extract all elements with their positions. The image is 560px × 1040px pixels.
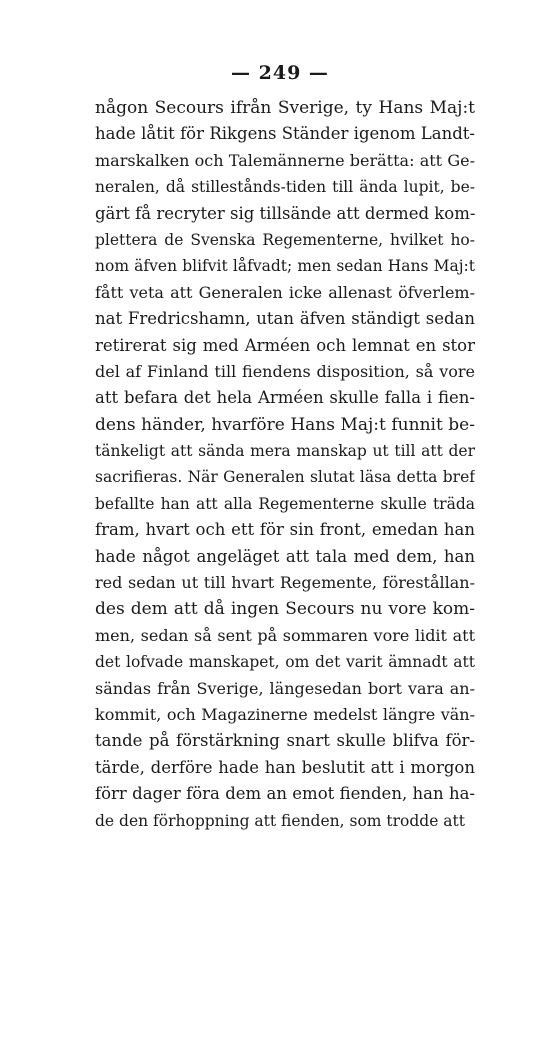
text-line: fram, hvart och ett för sin front, emedan han [95,520,475,540]
text-line: plettera de Svenska Regementerne, hvilket ho- [95,230,475,249]
body-text [95,95,475,834]
text-line: red sedan ut till hvart Regemente, förestållan- [95,573,475,593]
text-line: det lofvade manskapet, om det varit ämnadt att [95,653,475,672]
text-line: någon Secours ifrån Sverige, ty Hans Maj:t [95,98,475,118]
text-line: nom äfven blifvit låfvadt; men sedan Hans Maj:t [95,257,475,276]
text-line: befallte han att alla Regementerne skulle träda [95,494,475,513]
text-line: sacrifieras. När Generalen slutat läsa detta bref [95,468,475,487]
text-line: gärt få recryter sig tillsände att dermed kom- [95,203,475,223]
text-line: kommit, och Magazinerne medelst längre vän- [95,704,475,724]
text-line: tänkeligt att sända mera manskap ut till att der [95,442,475,461]
text-line: dens händer, hvarföre Hans Maj:t funnit be- [95,414,475,435]
text-line: de den förhoppning att fienden, som trodde att [95,811,466,830]
text-line: marskalken och Talemännerne berätta: att Ge- [95,150,475,170]
text-line: förr dager föra dem an emot fienden, han ha- [95,784,475,804]
text-line: nat Fredricshamn, utan äfven ständigt sedan [95,309,475,329]
text-line: men, sedan så sent på sommaren vore lidit att [95,625,475,645]
text-line: hade låtit för Rikgens Ständer igenom Landt- [95,124,475,144]
text-line: tärde, derföre hade han beslutit att i morgon [95,757,475,777]
text-line: retirerat sig med Arméen och lemnat en stor [95,335,475,355]
page-number: — 249 — [231,62,329,84]
text-line: sändas från Sverige, längesedan bort vara an- [95,678,475,698]
text-line: tande på förstärkning snart skulle blifva för- [95,731,475,751]
text-line: hade något angeläget att tala med dem, han [95,546,475,566]
text-line: del af Finland till fiendens disposition, så vore [95,361,475,381]
text-line: att befara det hela Arméen skulle falla i fien- [95,388,475,408]
text-line: neralen, då stillestånds-tiden till ända lupit, be- [95,178,475,197]
text-line: des dem att då ingen Secours nu vore kom- [95,599,475,620]
text-line: fått veta att Generalen icke allenast öfverlem- [95,282,475,302]
